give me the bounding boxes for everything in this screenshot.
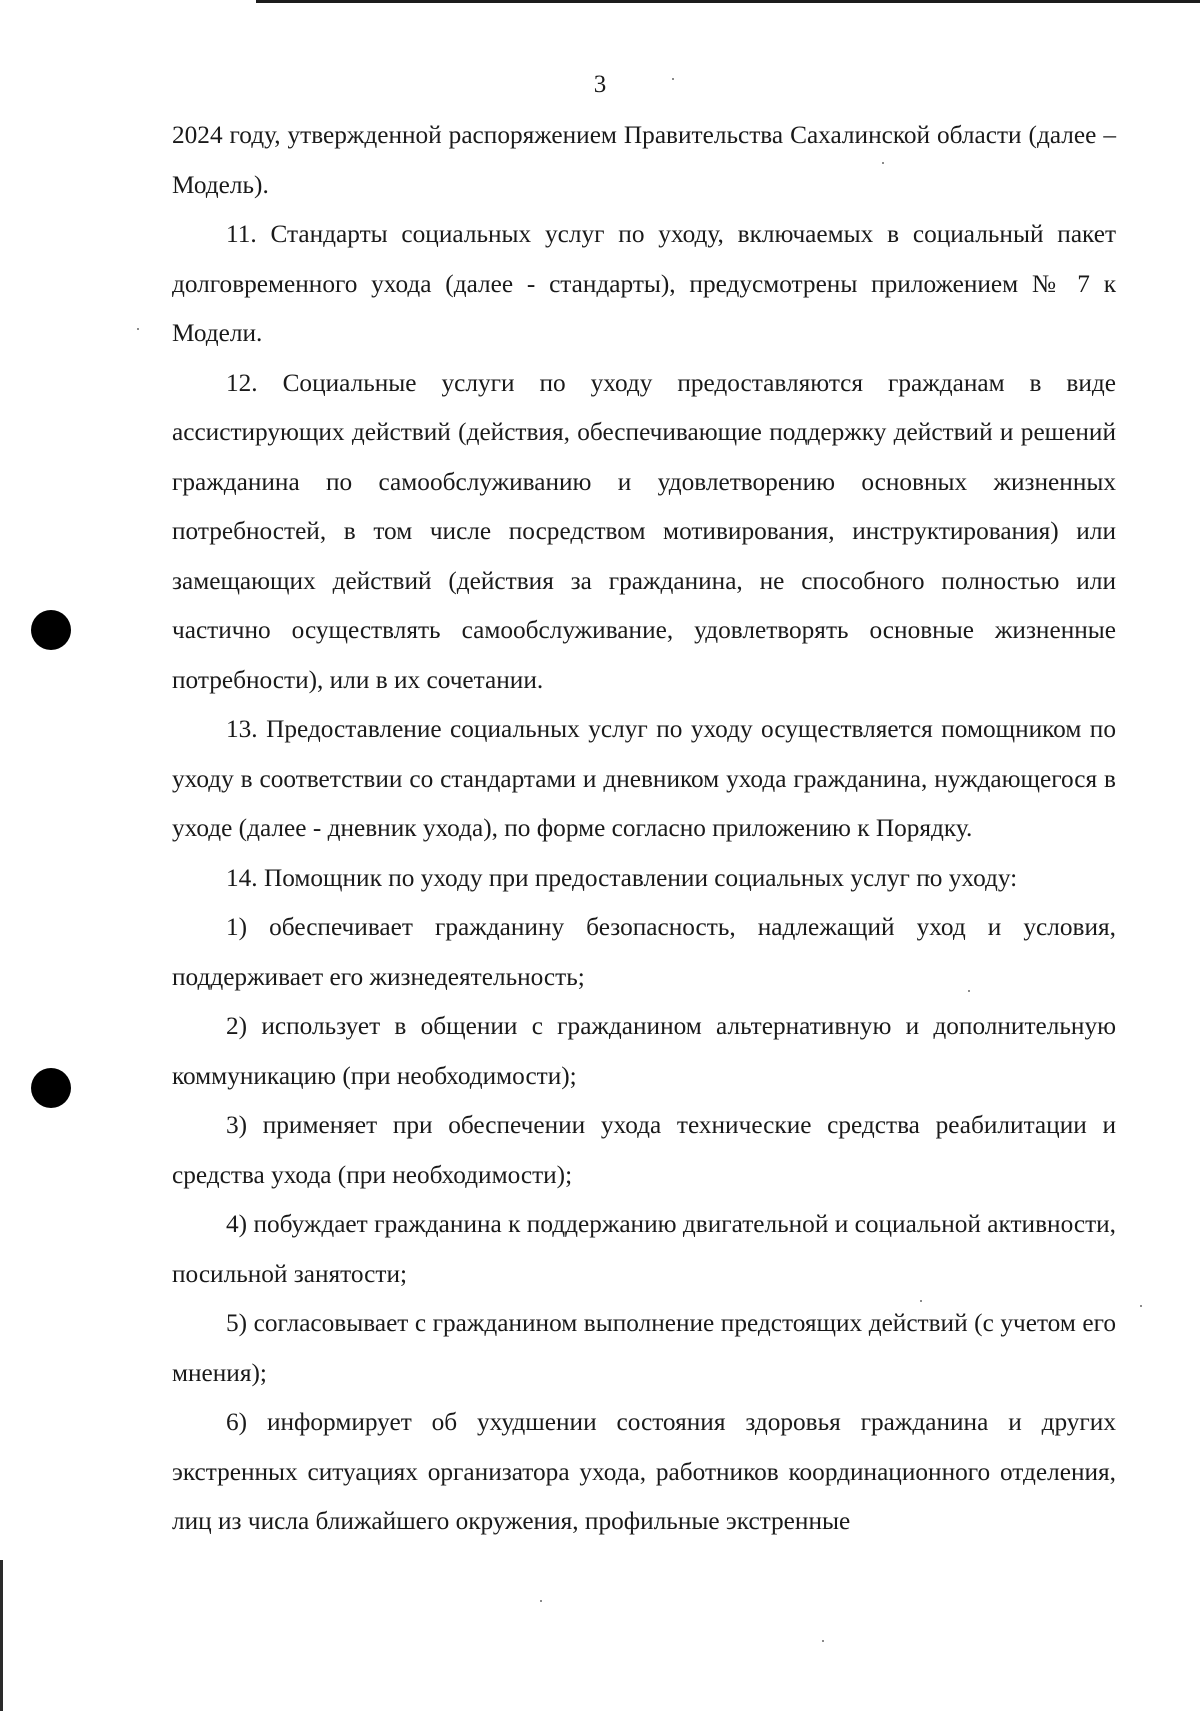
list-item-5: 5) согласовывает с гражданином выполнение предстоящих действий (с учетом его мнения); (172, 1309, 1116, 1387)
document-body (172, 111, 1116, 1547)
scan-speck (822, 1640, 824, 1642)
list-item-3: 3) применяет при обеспечении ухода технические средства реабилитации и средства ухода (при необходимости); (172, 1111, 1116, 1189)
paragraph-item-14: 14. Помощник по уходу при предоставлении социальных услуг по уходу: (226, 863, 1018, 892)
scan-speck (540, 1600, 542, 1602)
paragraph-item-13: 13. Предоставление социальных услуг по уходу осуществляется помощником по уходу в соответствии со стандартами и дневником ухода гражданина, нуждающегося в уходе (далее - дневник ухода), по форме согласно приложению к Порядку. (172, 715, 1116, 842)
page-number: 3 (593, 71, 607, 98)
paragraph-model-reference: 2024 году, утвержденной распоряжением Правительства Сахалинской области (далее – Модель). (172, 121, 1116, 199)
paragraph-item-12: 12. Социальные услуги по уходу предоставляются гражданам в виде ассистирующих действий (действия, обеспечивающие поддержку действий и решений гражданина по самообслуживанию и удовлетворению основных жизненных потребностей, в том числе посредством мотивирования, инструктирования) или замещающих действий (действия за гражданина, не способного полностью или частично осуществлять самообслуживание, удовлетворять основные жизненные потребности), или в их сочетании. (172, 368, 1116, 694)
scan-border-top (256, 0, 1200, 3)
scan-border-left (0, 1560, 3, 1711)
list-item-2: 2) использует в общении с гражданином альтернативную и дополнительную коммуникацию (при необходимости); (172, 1012, 1116, 1090)
list-item-1: 1) обеспечивает гражданину безопасность, надлежащий уход и условия, поддерживает его жизнедеятельность; (172, 913, 1116, 991)
punch-hole-top (31, 610, 71, 650)
scan-speck (137, 328, 139, 330)
scan-speck (1140, 1305, 1142, 1307)
punch-hole-bottom (31, 1068, 71, 1108)
paragraph-item-11: 11. Стандарты социальных услуг по уходу, включаемых в социальный пакет долговременного ухода (далее - стандарты), предусмотрены приложением № 7 к Модели. (172, 220, 1116, 347)
list-item-4: 4) побуждает гражданина к поддержанию двигательной и социальной активности, посильной занятости; (172, 1210, 1116, 1288)
list-item-6: 6) информирует об ухудшении состояния здоровья гражданина и других экстренных ситуациях организатора ухода, работников координационного отделения, лиц из числа ближайшего окружения, профильные экстренные (172, 1408, 1116, 1535)
